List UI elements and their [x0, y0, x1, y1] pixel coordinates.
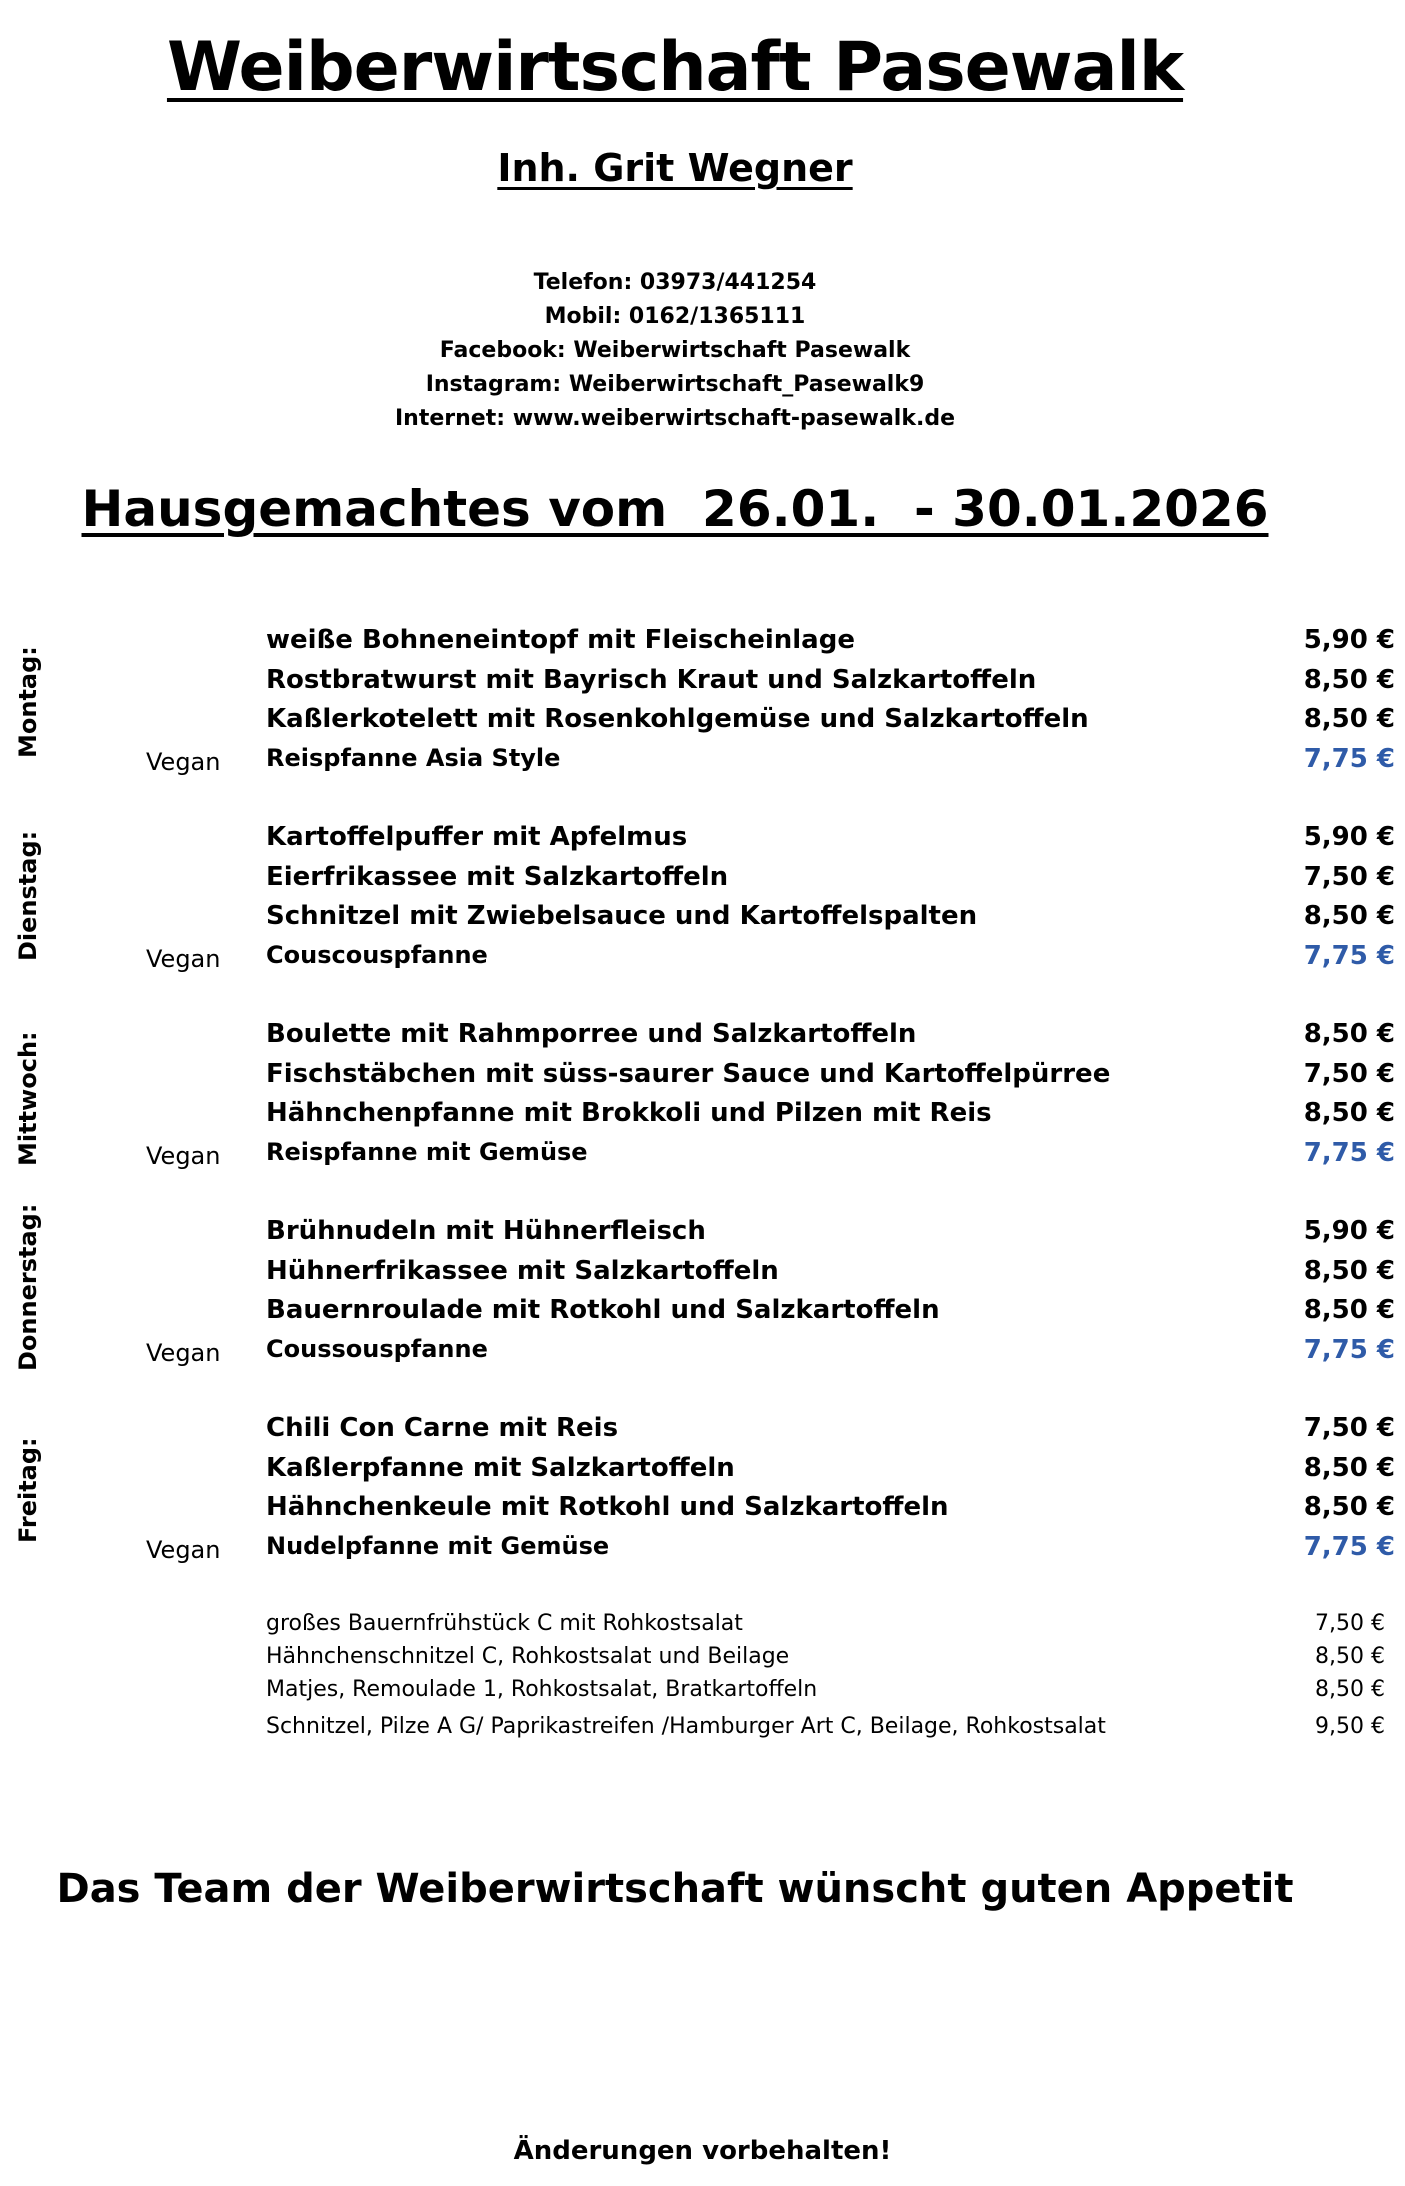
- dish-name: weiße Bohneneintopf mit Fleischeinlage: [266, 625, 855, 655]
- day-label: Freitag:: [14, 1437, 42, 1543]
- dish-price: 5,90 €: [1303, 1216, 1395, 1246]
- dish-price: 7,75 €: [1303, 1137, 1395, 1168]
- dish-price: 5,90 €: [1303, 625, 1395, 655]
- dish-row: [0, 1216, 1405, 1254]
- extra-dish-row: [0, 1677, 1405, 1709]
- vegan-label: Vegan: [146, 944, 221, 973]
- contact-phone: Telefon: 03973/441254: [533, 270, 817, 295]
- dish-name: Schnitzel mit Zwiebelsauce und Kartoffelspalten: [266, 901, 978, 931]
- extra-dish-price: 8,50 €: [1315, 1644, 1385, 1669]
- extra-dish-price: 8,50 €: [1315, 1677, 1385, 1702]
- extra-dish-price: 9,50 €: [1315, 1714, 1385, 1739]
- dish-row: [0, 665, 1405, 703]
- day-label: Dienstag:: [14, 830, 42, 961]
- dish-name: Kaßlerkotelett mit Rosenkohlgemüse und Salzkartoffeln: [266, 704, 1089, 734]
- vegan-dish-row: [0, 744, 1405, 782]
- dish-row: [0, 1256, 1405, 1294]
- dish-name: Couscouspfanne: [266, 940, 488, 969]
- dish-price: 7,75 €: [1303, 1334, 1395, 1365]
- dish-price: 8,50 €: [1303, 704, 1395, 734]
- dish-price: 7,75 €: [1303, 940, 1395, 971]
- dish-price: 8,50 €: [1303, 1255, 1395, 1286]
- contact-mobile: Mobil: 0162/1365111: [544, 304, 806, 329]
- day-label: Mittwoch:: [14, 1031, 42, 1166]
- dish-row: [0, 704, 1405, 742]
- dish-row: [0, 822, 1405, 860]
- dish-row: [0, 1413, 1405, 1451]
- restaurant-title: Weiberwirtschaft Pasewalk: [166, 28, 1184, 107]
- contact-instagram: Instagram: Weiberwirtschaft_Pasewalk9: [425, 372, 925, 397]
- dish-price: 7,50 €: [1303, 1413, 1395, 1443]
- dish-name: Brühnudeln mit Hühnerfleisch: [266, 1216, 706, 1246]
- dish-price: 7,50 €: [1303, 861, 1395, 892]
- dish-row: [0, 1492, 1405, 1530]
- vegan-dish-row: [0, 1335, 1405, 1373]
- menu-period-heading: Hausgemachtes vom 26.01. - 30.01.2026: [81, 480, 1269, 538]
- dish-row: [0, 1019, 1405, 1057]
- vegan-label: Vegan: [146, 1141, 221, 1170]
- vegan-label: Vegan: [146, 1535, 221, 1564]
- dish-price: 8,50 €: [1303, 664, 1395, 695]
- dish-name: Hühnerfrikassee mit Salzkartoffeln: [266, 1255, 779, 1286]
- contact-website: Internet: www.weiberwirtschaft-pasewalk.de: [395, 406, 955, 431]
- dish-name: Boulette mit Rahmporree und Salzkartoffeln: [266, 1019, 917, 1049]
- extra-dish-row: [0, 1644, 1405, 1676]
- dish-price: 7,75 €: [1303, 743, 1395, 774]
- dish-row: [0, 1453, 1405, 1491]
- vegan-dish-row: [0, 941, 1405, 979]
- vegan-dish-row: [0, 1138, 1405, 1176]
- dish-name: Hähnchenkeule mit Rotkohl und Salzkartoffeln: [266, 1492, 949, 1522]
- dish-name: Rostbratwurst mit Bayrisch Kraut und Salzkartoffeln: [266, 664, 1037, 695]
- changes-notice: Änderungen vorbehalten!: [513, 2136, 892, 2166]
- dish-price: 7,75 €: [1303, 1531, 1395, 1562]
- dish-row: [0, 625, 1405, 663]
- dish-row: [0, 1295, 1405, 1333]
- dish-name: Reispfanne mit Gemüse: [266, 1137, 588, 1166]
- day-label: Montag:: [14, 646, 42, 758]
- dish-price: 8,50 €: [1303, 1295, 1395, 1325]
- vegan-label: Vegan: [146, 747, 221, 776]
- dish-price: 7,50 €: [1303, 1058, 1395, 1089]
- dish-name: Reispfanne Asia Style: [266, 743, 561, 772]
- vegan-dish-row: [0, 1532, 1405, 1570]
- dish-row: [0, 901, 1405, 939]
- dish-price: 8,50 €: [1303, 1492, 1395, 1522]
- vegan-label: Vegan: [146, 1338, 221, 1367]
- dish-name: Hähnchenpfanne mit Brokkoli und Pilzen mit Reis: [266, 1098, 992, 1128]
- dish-name: Kaßlerpfanne mit Salzkartoffeln: [266, 1452, 735, 1483]
- dish-price: 5,90 €: [1303, 822, 1395, 852]
- extra-dish-name: großes Bauernfrühstück C mit Rohkostsalat: [266, 1611, 743, 1636]
- dish-price: 8,50 €: [1303, 1098, 1395, 1128]
- dish-name: Bauernroulade mit Rotkohl und Salzkartoffeln: [266, 1295, 940, 1325]
- dish-row: [0, 1098, 1405, 1136]
- dish-name: Coussouspfanne: [266, 1334, 488, 1363]
- dish-row: [0, 862, 1405, 900]
- extra-dish-name: Schnitzel, Pilze A G/ Paprikastreifen /Hamburger Art C, Beilage, Rohkostsalat: [266, 1714, 1106, 1739]
- dish-row: [0, 1059, 1405, 1097]
- extra-dish-name: Matjes, Remoulade 1, Rohkostsalat, Bratkartoffeln: [266, 1677, 818, 1702]
- dish-name: Kartoffelpuffer mit Apfelmus: [266, 822, 688, 852]
- extra-dish-row: [0, 1611, 1405, 1643]
- owner-name: Inh. Grit Wegner: [497, 146, 853, 190]
- closing-message: Das Team der Weiberwirtschaft wünscht guten Appetit: [56, 1866, 1294, 1912]
- dish-price: 8,50 €: [1303, 1452, 1395, 1483]
- extra-dish-row: [0, 1714, 1405, 1746]
- contact-block: [0, 266, 1350, 436]
- dish-price: 8,50 €: [1303, 1019, 1395, 1049]
- contact-facebook: Facebook: Weiberwirtschaft Pasewalk: [439, 338, 911, 363]
- day-label: Donnerstag:: [14, 1203, 42, 1371]
- dish-name: Chili Con Carne mit Reis: [266, 1413, 619, 1443]
- extra-dish-price: 7,50 €: [1315, 1611, 1385, 1636]
- dish-name: Eierfrikassee mit Salzkartoffeln: [266, 861, 729, 892]
- dish-name: Nudelpfanne mit Gemüse: [266, 1531, 610, 1560]
- extra-dish-name: Hähnchenschnitzel C, Rohkostsalat und Beilage: [266, 1644, 790, 1669]
- dish-price: 8,50 €: [1303, 901, 1395, 931]
- dish-name: Fischstäbchen mit süss-saurer Sauce und Kartoffelpürree: [266, 1058, 1111, 1089]
